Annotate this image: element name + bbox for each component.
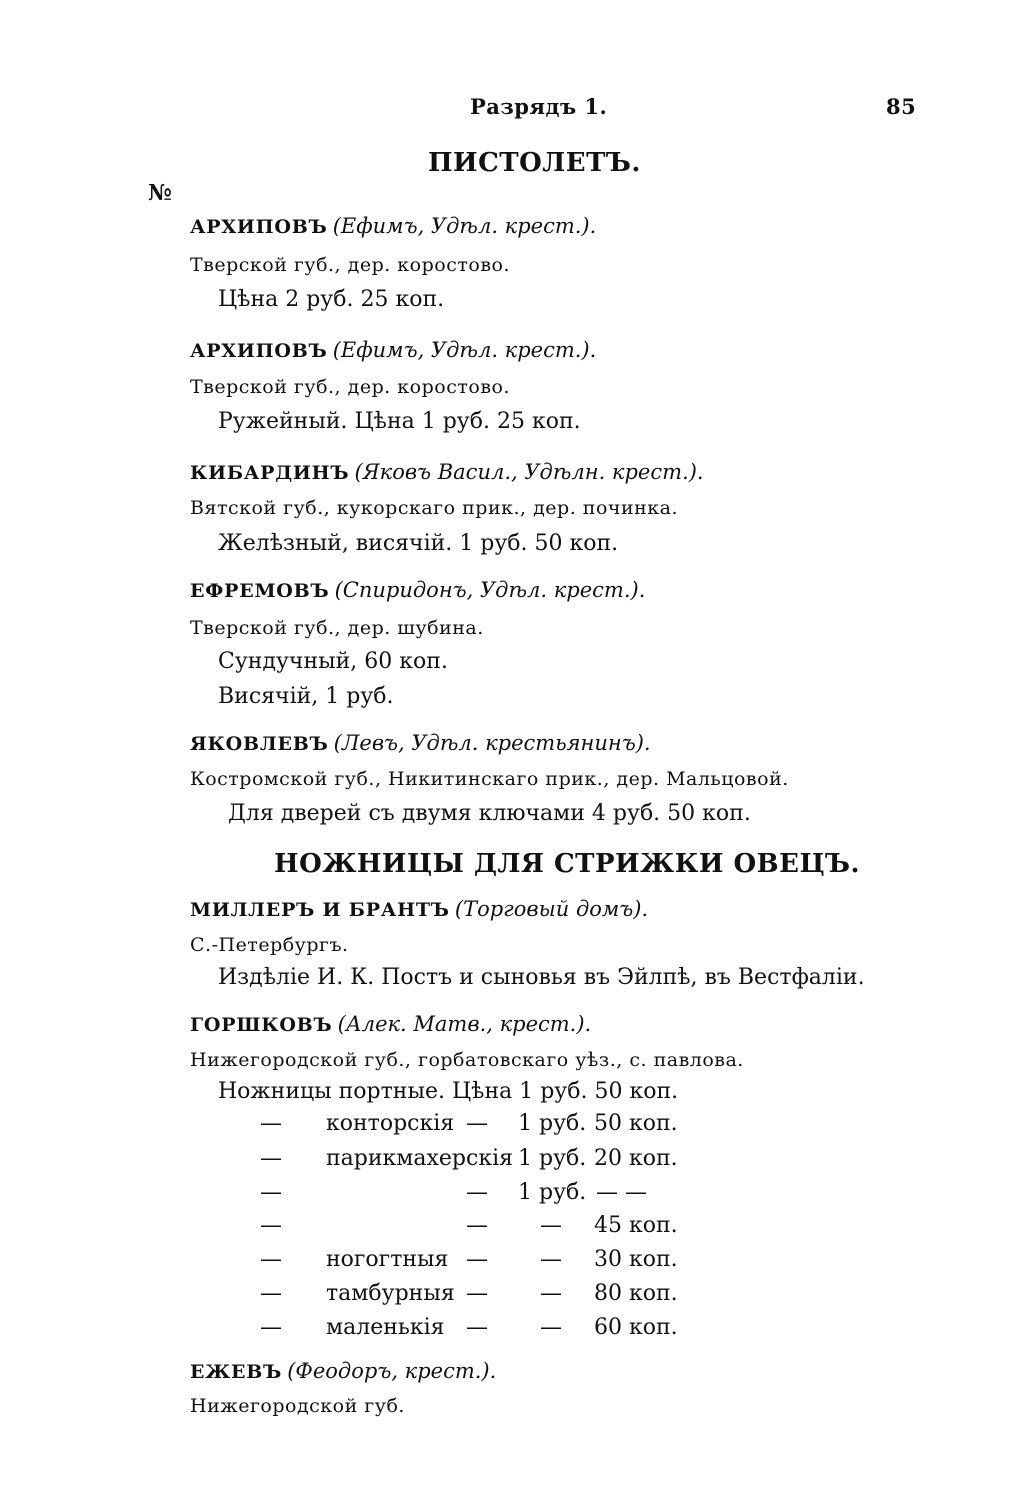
entry-detail: Ножницы портные. Цѣна 1 руб. 50 коп. bbox=[218, 1079, 679, 1104]
table-cell: — bbox=[260, 1146, 282, 1171]
entry-address: Вятской губ., кукорскаго прик., дер. починка. bbox=[190, 497, 679, 519]
table-cell: — bbox=[466, 1247, 488, 1272]
entry-detail: Висячій, 1 руб. bbox=[218, 684, 394, 709]
number-sign: № bbox=[148, 180, 172, 206]
maker-name: ЕЖЕВЪ bbox=[190, 1361, 283, 1383]
maker-name: МИЛЛЕРЪ И БРАНТЪ bbox=[190, 899, 450, 921]
entry-address: Тверской губ., дер. шубина. bbox=[190, 617, 484, 639]
entry-heading bbox=[190, 1359, 496, 1383]
entry-detail: Издѣліе И. К. Постъ и сыновья въ Эйлпѣ, въ Вестфаліи. bbox=[218, 965, 865, 990]
table-cell: ногогтныя bbox=[326, 1247, 449, 1272]
entry-address: С.-Петербургъ. bbox=[190, 934, 349, 956]
table-cell: — bbox=[260, 1315, 282, 1340]
entry-heading bbox=[190, 897, 648, 921]
entry-heading bbox=[190, 460, 704, 484]
maker-descriptor: (Спиридонъ, Удѣл. крест.). bbox=[334, 578, 646, 602]
table-cell: — bbox=[260, 1213, 282, 1238]
maker-name: КИБАРДИНЪ bbox=[190, 462, 350, 484]
table-cell: — bbox=[540, 1315, 562, 1340]
table-cell: 30 коп. bbox=[594, 1247, 678, 1272]
table-cell: маленькія bbox=[326, 1315, 445, 1340]
table-cell: 80 коп. bbox=[594, 1281, 678, 1306]
entry-detail: Для дверей съ двумя ключами 4 руб. 50 коп. bbox=[228, 801, 751, 826]
table-cell: конторскія bbox=[326, 1111, 455, 1136]
table-cell: 45 коп. bbox=[594, 1213, 678, 1238]
entry-heading bbox=[190, 214, 596, 238]
table-cell: — bbox=[540, 1247, 562, 1272]
entry-address: Тверской губ., дер. коростово. bbox=[190, 376, 510, 398]
entry-address: Костромской губ., Никитинскаго прик., дер. Мальцовой. bbox=[190, 768, 789, 790]
table-cell: 20 коп. bbox=[594, 1146, 678, 1171]
table-cell: 1 руб. bbox=[518, 1146, 587, 1171]
entry-address: Нижегородской губ., горбатовскаго уѣз., с. павлова. bbox=[190, 1049, 744, 1071]
table-cell: — bbox=[466, 1213, 488, 1238]
section-title: ПИСТОЛЕТЪ. bbox=[428, 148, 641, 178]
maker-descriptor: (Феодоръ, крест.). bbox=[287, 1359, 497, 1383]
maker-descriptor: (Яковъ Васил., Удѣлн. крест.). bbox=[354, 460, 704, 484]
table-cell: — bbox=[466, 1315, 488, 1340]
table-cell: — bbox=[466, 1180, 488, 1205]
maker-name: АРХИПОВЪ bbox=[190, 216, 328, 238]
maker-descriptor: (Алек. Матв., крест.). bbox=[337, 1012, 592, 1036]
entry-detail: Цѣна 2 руб. 25 коп. bbox=[218, 287, 445, 312]
table-cell: — bbox=[260, 1281, 282, 1306]
maker-descriptor: (Ефимъ, Удѣл. крест.). bbox=[332, 214, 597, 238]
maker-name: ГОРШКОВЪ bbox=[190, 1014, 333, 1036]
entry-detail: Сундучный, 60 коп. bbox=[218, 649, 448, 674]
page-number: 85 bbox=[886, 94, 917, 119]
section-title: НОЖНИЦЫ ДЛЯ СТРИЖКИ ОВЕЦЪ. bbox=[274, 849, 860, 879]
table-cell: — bbox=[260, 1180, 282, 1205]
maker-descriptor: (Ефимъ, Удѣл. крест.). bbox=[332, 338, 597, 362]
table-cell: 1 руб. bbox=[518, 1180, 587, 1205]
maker-name: ЕФРЕМОВЪ bbox=[190, 580, 330, 602]
table-cell: — — bbox=[596, 1180, 647, 1205]
table-cell: — bbox=[260, 1111, 282, 1136]
entry-heading bbox=[190, 338, 596, 362]
table-cell: — bbox=[540, 1213, 562, 1238]
table-cell: — bbox=[466, 1111, 488, 1136]
entry-heading bbox=[190, 731, 651, 755]
maker-descriptor: (Левъ, Удѣл. крестьянинъ). bbox=[333, 731, 651, 755]
table-cell: — bbox=[466, 1281, 488, 1306]
table-cell: 60 коп. bbox=[594, 1315, 678, 1340]
table-cell: 1 руб. bbox=[518, 1111, 587, 1136]
entry-heading bbox=[190, 578, 645, 602]
entry-address: Нижегородской губ. bbox=[190, 1395, 405, 1417]
table-cell: парикмахерскія bbox=[326, 1146, 513, 1171]
maker-name: АРХИПОВЪ bbox=[190, 340, 328, 362]
table-cell: 50 коп. bbox=[594, 1111, 678, 1136]
entry-heading bbox=[190, 1012, 591, 1036]
table-cell: — bbox=[260, 1247, 282, 1272]
maker-name: ЯКОВЛЕВЪ bbox=[190, 733, 329, 755]
entry-detail: Желѣзный, висячій. 1 руб. 50 коп. bbox=[218, 531, 619, 556]
table-cell: — bbox=[540, 1281, 562, 1306]
entry-detail: Ружейный. Цѣна 1 руб. 25 коп. bbox=[218, 409, 581, 434]
maker-descriptor: (Торговый домъ). bbox=[454, 897, 649, 921]
table-cell: тамбурныя bbox=[326, 1281, 455, 1306]
running-title: Разрядъ 1. bbox=[470, 94, 608, 119]
entry-address: Тверской губ., дер. коростово. bbox=[190, 254, 510, 276]
